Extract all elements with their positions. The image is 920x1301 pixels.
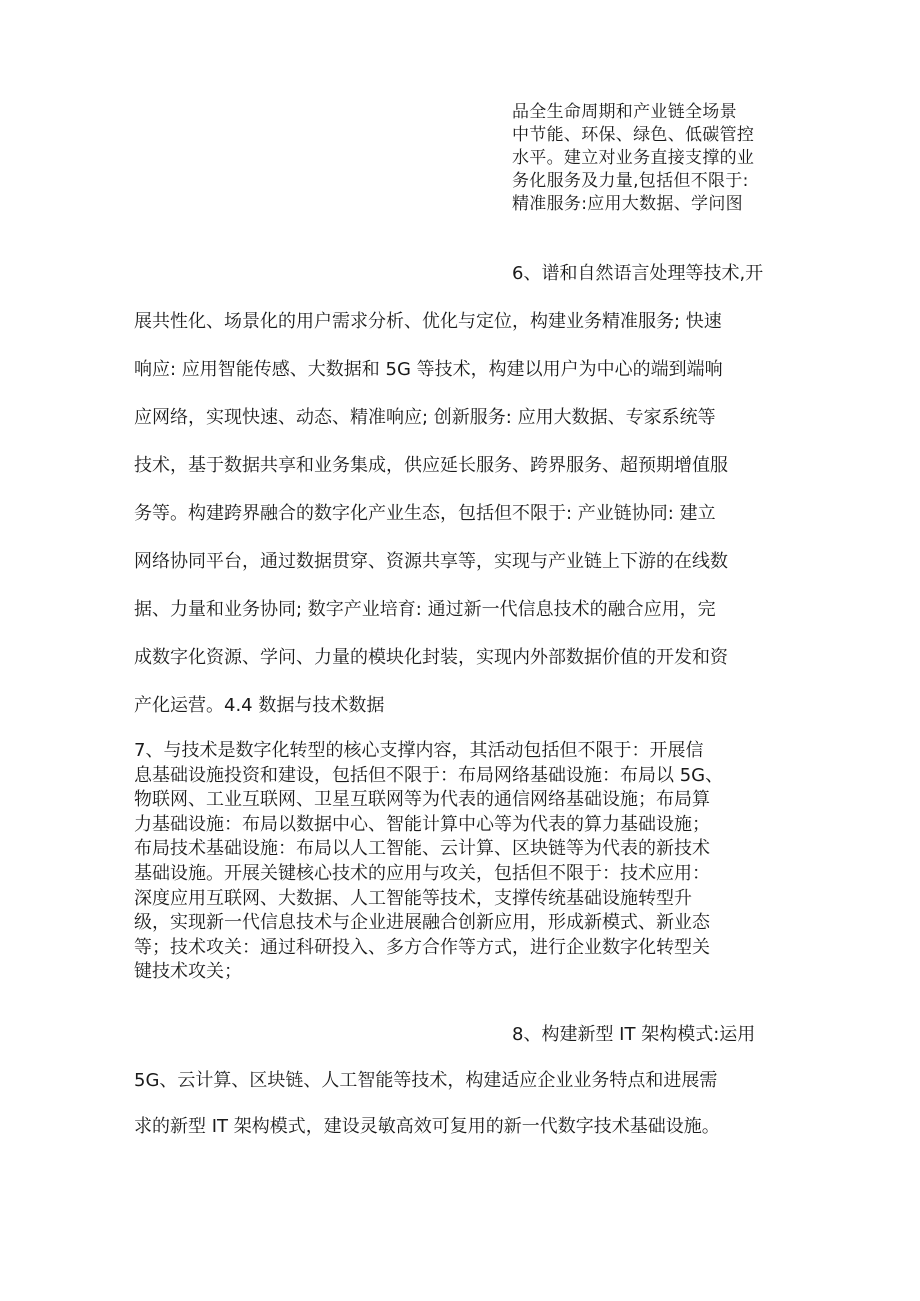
text-line: 应网络，实现快速、动态、精准响应; 创新服务: 应用大数据、专家系统等: [134, 407, 716, 428]
section-7-heading-line: 7、与技术是数字化转型的核心支撑内容，其活动包括但不限于：开展信: [134, 740, 704, 761]
paragraph-right-column: [512, 101, 802, 216]
text-line: 求的新型 IT 架构模式，建设灵敏高效可复用的新一代数字技术基础设施。: [134, 1116, 720, 1137]
text-line: 技术，基于数据共享和业务集成，供应延长服务、跨界服务、超预期增值服: [134, 455, 728, 476]
text-line: 键技术攻关；: [134, 961, 242, 983]
paragraph-section-6: [134, 250, 794, 730]
text-line: 务化服务及力量,包括但不限于:: [512, 171, 749, 191]
text-line: 中节能、环保、绿色、低碳管控: [512, 125, 755, 145]
text-line: 精准服务:应用大数据、学问图: [512, 194, 743, 214]
paragraph-section-7: [134, 739, 794, 985]
section-8-heading-line: 8、构建新型 IT 架构模式:运用: [512, 1024, 756, 1045]
text-line: 5G、云计算、区块链、人工智能等技术，构建适应企业业务特点和进展需: [134, 1070, 718, 1091]
text-line: 成数字化资源、学问、力量的模块化封装，实现内外部数据价值的开发和资: [134, 647, 728, 668]
text-line: 响应: 应用智能传感、大数据和 5G 等技术，构建以用户为中心的端到端响: [134, 359, 723, 380]
text-line: 等；技术攻关：通过科研投入、多方合作等方式，进行企业数字化转型关: [134, 936, 710, 958]
text-line: 级，实现新一代信息技术与企业进展融合创新应用，形成新模式、新业态: [134, 912, 710, 934]
paragraph-section-8: [134, 1012, 794, 1150]
text-line: 布局技术基础设施：布局以人工智能、云计算、区块链等为代表的新技术: [134, 838, 710, 860]
text-line: 息基础设施投资和建设，包括但不限于：布局网络基础设施：布局以 5G、: [134, 764, 724, 786]
text-line: 品全生命周期和产业链全场景: [512, 102, 737, 122]
text-line: 水平。建立对业务直接支撑的业: [512, 148, 755, 168]
text-line: 物联网、工业互联网、卫星互联网等为代表的通信网络基础设施；布局算: [134, 789, 710, 811]
text-line: 网络协同平台，通过数据贯穿、资源共享等，实现与产业链上下游的在线数: [134, 551, 728, 572]
text-line: 务等。构建跨界融合的数字化产业生态，包括但不限于: 产业链协同: 建立: [134, 503, 716, 524]
text-line: 据、力量和业务协同; 数字产业培育: 通过新一代信息技术的融合应用，完: [134, 599, 716, 620]
text-line: 力基础设施：布局以数据中心、智能计算中心等为代表的算力基础设施；: [134, 813, 710, 835]
text-line: 产化运营。4.4 数据与技术数据: [134, 695, 385, 716]
text-line: 基础设施。开展关键核心技术的应用与攻关，包括但不限于：技术应用：: [134, 862, 710, 884]
section-6-heading-line: 6、谱和自然语言处理等技术,开: [512, 263, 764, 284]
text-line: 深度应用互联网、大数据、人工智能等技术，支撑传统基础设施转型升: [134, 887, 692, 909]
text-line: 展共性化、场景化的用户需求分析、优化与定位，构建业务精准服务; 快速: [134, 311, 722, 332]
